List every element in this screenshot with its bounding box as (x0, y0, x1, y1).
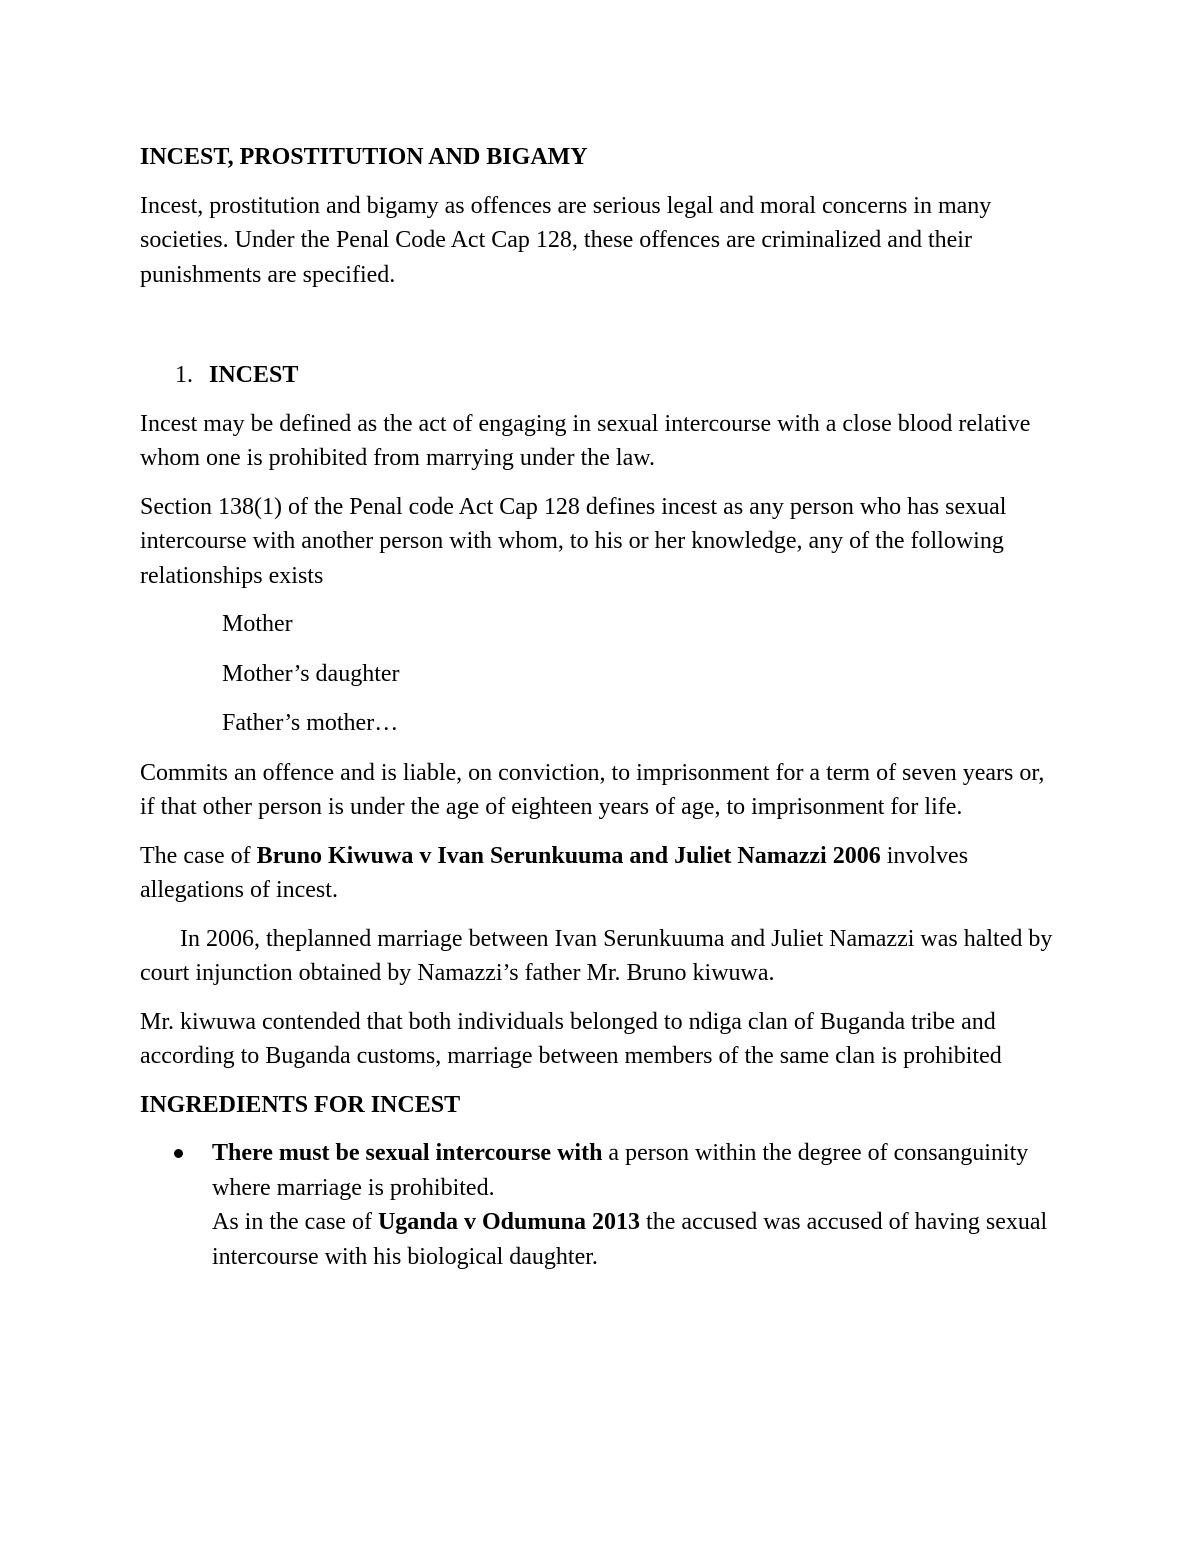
document-page (140, 140, 1060, 1274)
intro-paragraph: Incest, prostitution and bigamy as offences are serious legal and moral concerns in many societies. Under the Penal Code Act Cap 128, these offences are criminalized and their punishments are specified. (140, 192, 992, 288)
section-138-text: Section 138(1) of the Penal code Act Cap 128 defines incest as any person who has sexual intercourse with another person with whom, to his or her knowledge, any of the following relationships exists (140, 493, 1007, 589)
ingredient-bold-lead: There must be sexual intercourse with (212, 1140, 603, 1166)
relationship-item: Mother’s daughter (222, 660, 400, 687)
ingredient-text (212, 1136, 1060, 1205)
case-suffix: involves allegations of incest. (140, 842, 969, 903)
section-heading-incest (140, 358, 1060, 393)
case-detail-2: Mr. kiwuwa contended that both individuals belonged to ndiga clan of Buganda tribe and according to Buganda customs, marriage between members of the same clan is prohibited (140, 1008, 1002, 1069)
ingredients-heading: INGREDIENTS FOR INCEST (140, 1091, 461, 1118)
relationships-list (140, 607, 1060, 741)
incest-definition: Incest may be defined as the act of engaging in sexual intercourse with a close blood relative whom one is prohibited from marrying under the law. (140, 410, 1031, 471)
relationship-item: Mother (222, 611, 293, 637)
penalty-paragraph: Commits an offence and is liable, on conviction, to imprisonment for a term of seven years or, if that other person is under the age of eighteen years of age, to imprisonment for life. (140, 759, 1045, 820)
example-prefix: As in the case of (212, 1209, 378, 1235)
bullet-icon (140, 1136, 212, 1274)
example-suffix: the accused was accused of having sexual intercourse with his biological daughter. (212, 1209, 1048, 1270)
section-title: INCEST (209, 362, 299, 388)
case-detail-1: In 2006, theplanned marriage between Ivan Serunkuuma and Juliet Namazzi was halted by court injunction obtained by Namazzi’s father Mr. Bruno kiwuwa. (140, 925, 1053, 986)
case-prefix: The case of (140, 842, 257, 869)
case-paragraph (140, 839, 1060, 908)
relationship-item: Father’s mother… (222, 710, 399, 736)
document-title: INCEST, PROSTITUTION AND BIGAMY (140, 144, 588, 170)
ingredient-example (212, 1205, 1060, 1274)
section-number: 1. (175, 362, 193, 388)
ingredient-rest: a person within the degree of consanguinity where marriage is prohibited. (212, 1140, 1029, 1201)
ingredient-body (212, 1136, 1060, 1274)
case-name: Bruno Kiwuwa v Ivan Serunkuuma and Juliet Namazzi 2006 (256, 842, 881, 869)
example-case: Uganda v Odumuna 2013 (377, 1209, 641, 1235)
ingredient-list-item (140, 1136, 1060, 1274)
